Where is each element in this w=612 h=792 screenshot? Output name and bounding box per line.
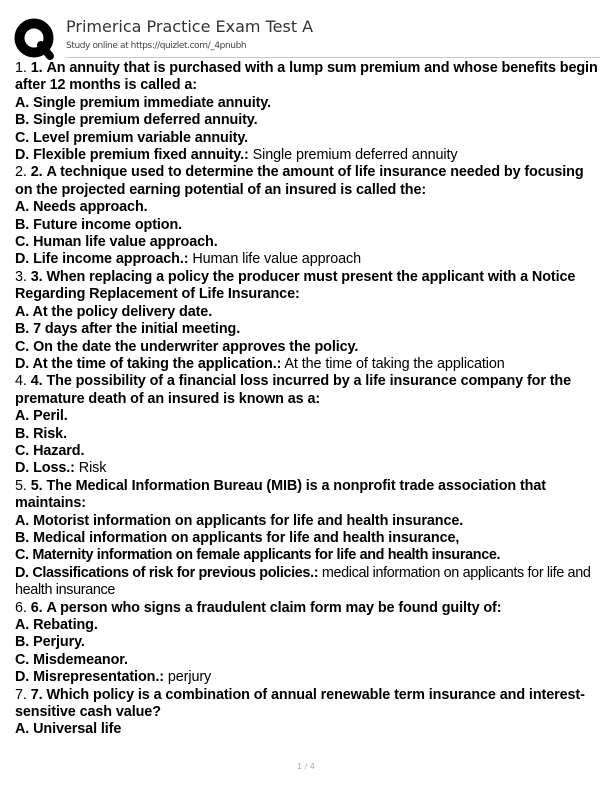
question-item xyxy=(15,373,603,477)
question-number: 6. xyxy=(30,599,43,616)
question-number: 1. xyxy=(30,60,43,76)
question-prompt: A technique used to determine the amount of life insurance needed by focusing on the projected earning potential of an insured is called the: xyxy=(15,164,584,198)
item-number: 4. xyxy=(15,373,27,390)
answer-text: Single premium deferred annuity xyxy=(252,147,458,164)
item-number: 7. xyxy=(15,686,27,703)
question-item xyxy=(15,478,603,600)
answer-text: Risk xyxy=(78,460,107,477)
question-item xyxy=(15,600,603,687)
option-d: D. Classifications of risk for previous policies.: medical information on applicants for life and health insurance xyxy=(15,564,591,599)
answer-text: At the time of taking the application xyxy=(284,355,505,372)
item-number: 3. xyxy=(15,268,27,285)
page-number: 1 / 4 xyxy=(297,762,315,771)
option-b: B. Future income option. xyxy=(15,216,183,233)
question-list xyxy=(15,60,603,739)
option-c: C. On the date the underwriter approves the policy. xyxy=(15,338,359,355)
question-text xyxy=(15,164,603,199)
option-a: A. Rebating. xyxy=(15,617,98,633)
option-d: D. Flexible premium fixed annuity.: Single premium deferred annuity xyxy=(15,147,458,164)
option-a: A. Peril. xyxy=(15,408,68,425)
question-prompt: An annuity that is purchased with a lump sum premium and whose benefits begin after 12 months is called a: xyxy=(15,60,598,94)
question-number: 4. xyxy=(30,373,43,390)
question-text xyxy=(15,269,603,304)
question-prompt: The Medical Information Bureau (MIB) is a nonprofit trade association that maintains: xyxy=(15,477,546,512)
question-item xyxy=(15,164,603,268)
option-c: C. Misdemeanor. xyxy=(15,651,128,668)
option-c: C. Level premium variable annuity. xyxy=(15,129,249,146)
option-a: A. Motorist information on applicants for life and health insurance. xyxy=(15,512,464,529)
item-number: 1. xyxy=(15,60,27,76)
option-b: B. 7 days after the initial meeting. xyxy=(15,321,241,338)
option-b: B. Risk. xyxy=(15,425,67,442)
question-number: 3. xyxy=(30,268,43,285)
option-a: A. Single premium immediate annuity. xyxy=(15,94,272,111)
page-header xyxy=(14,14,600,60)
header-divider xyxy=(66,57,600,58)
question-item xyxy=(15,269,603,373)
question-prompt: A person who signs a fraudulent claim form may be found guilty of: xyxy=(46,599,502,616)
item-number: 6. xyxy=(15,599,27,616)
quizlet-logo-icon xyxy=(14,18,56,60)
option-d: D. Misrepresentation.: perjury xyxy=(15,669,212,686)
question-item xyxy=(15,60,603,164)
answer-text: perjury xyxy=(167,669,212,686)
question-text xyxy=(15,478,603,513)
option-c: C. Hazard. xyxy=(15,442,85,459)
question-number: 2. xyxy=(30,164,43,181)
option-d: D. At the time of taking the application.: At the time of taking the application xyxy=(15,355,505,372)
answer-text: Human life value approach xyxy=(192,251,362,268)
question-item xyxy=(15,687,603,739)
option-c: C. Human life value approach. xyxy=(15,234,218,251)
option-a: A. At the policy delivery date. xyxy=(15,303,213,320)
option-b: B. Single premium deferred annuity. xyxy=(15,112,258,129)
question-prompt: When replacing a policy the producer must present the applicant with a Notice Regarding Replacement of Life Insurance: xyxy=(15,268,576,303)
option-b: B. Medical information on applicants for life and health insurance, xyxy=(15,529,460,546)
question-prompt: Which policy is a combination of annual renewable term insurance and interest-sensitive cash value? xyxy=(15,686,585,721)
question-text xyxy=(15,687,603,722)
answer-text: medical information on applicants for life and health insurance xyxy=(15,564,591,599)
question-number: 5. xyxy=(30,477,43,494)
question-text xyxy=(15,373,603,408)
document-title: Primerica Practice Exam Test A xyxy=(66,17,314,36)
item-number: 5. xyxy=(15,477,27,494)
option-b: B. Perjury. xyxy=(15,634,85,651)
option-d: D. Life income approach.: Human life value approach xyxy=(15,251,362,268)
question-text xyxy=(15,60,603,95)
item-number: 2. xyxy=(15,164,27,181)
option-d: D. Loss.: Risk xyxy=(15,460,107,477)
option-a: A. Needs approach. xyxy=(15,199,148,216)
question-number: 7. xyxy=(30,686,43,703)
study-online-link[interactable]: Study online at https://quizlet.com/_4pnubh xyxy=(66,41,247,51)
option-a: A. Universal life xyxy=(15,721,122,738)
question-text xyxy=(15,600,603,617)
option-c: C. Maternity information on female applicants for life and health insurance. xyxy=(15,547,501,564)
question-prompt: The possibility of a financial loss incurred by a life insurance company for the premature death of an insured is known as a: xyxy=(15,373,572,407)
